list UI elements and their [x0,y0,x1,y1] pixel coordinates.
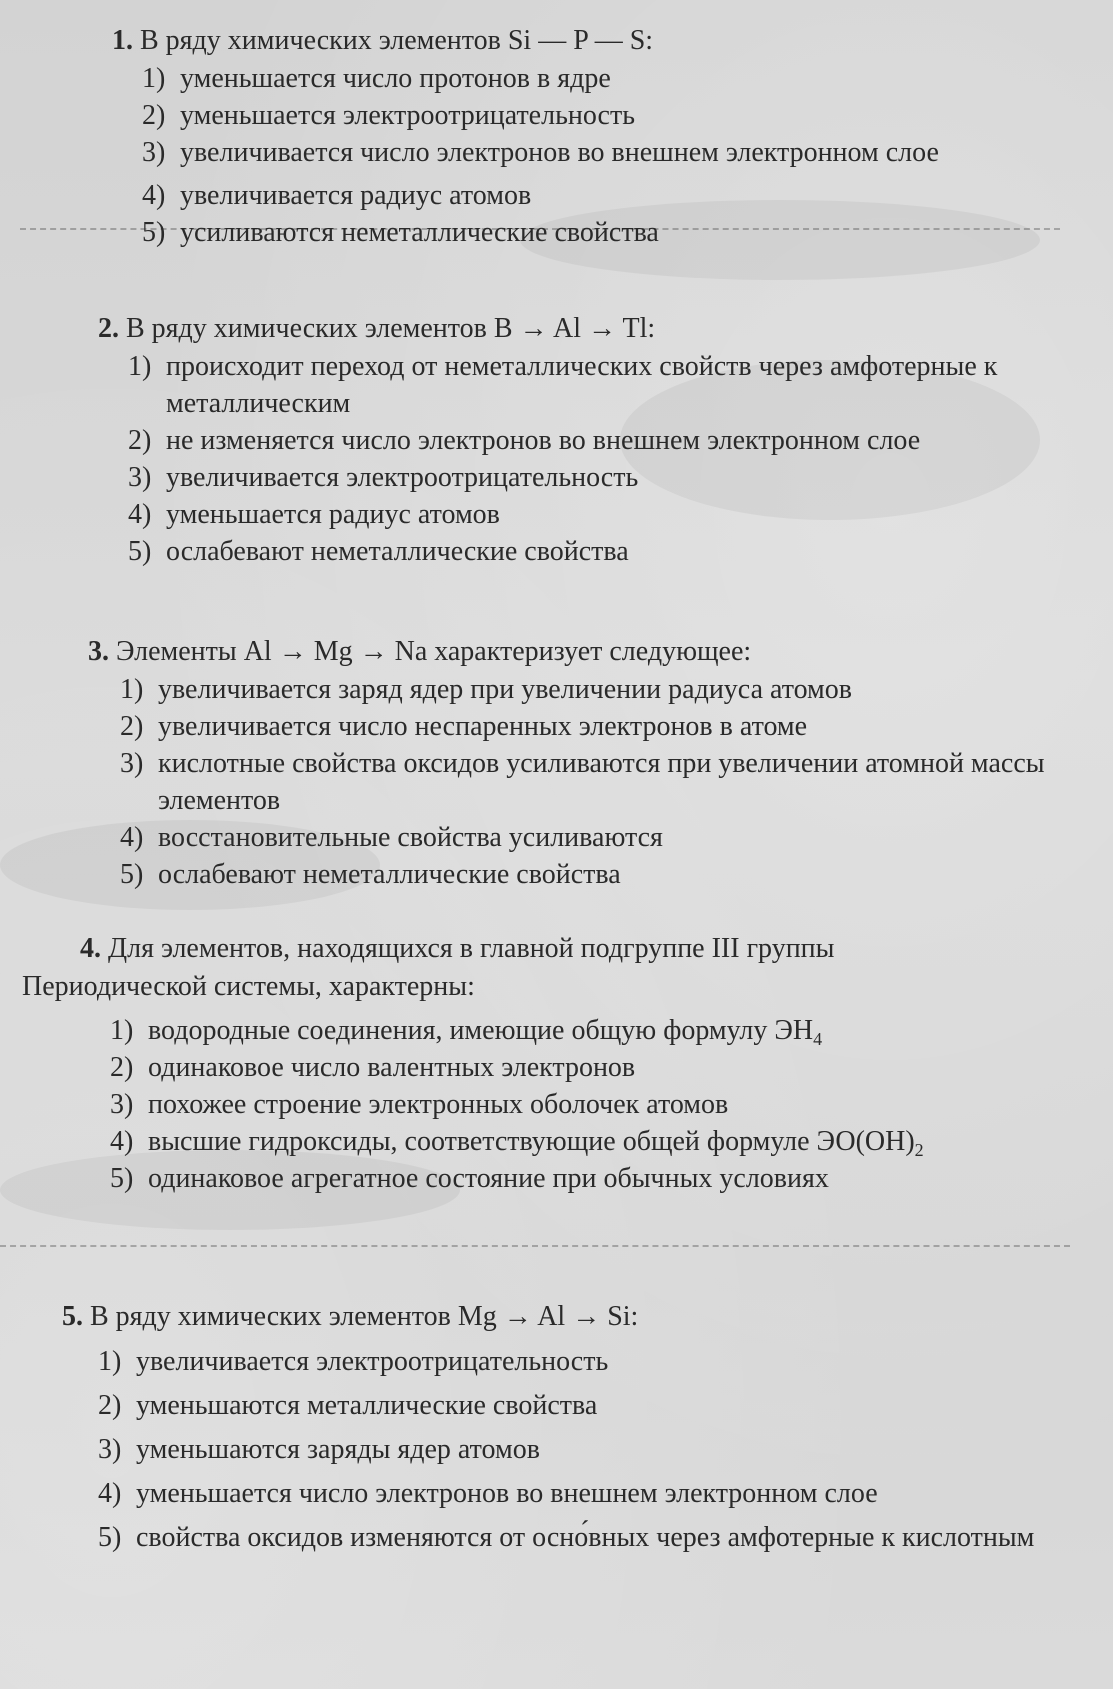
option-number: 2) [142,100,166,131]
option-text: уменьшаются металлические свойства [136,1390,598,1421]
question-text: В ряду химических элементов B → Al → Tl: [126,313,656,344]
question-text: В ряду химических элементов Si — P — S: [140,25,654,56]
option-number: 3) [98,1434,122,1465]
option-5 [128,533,1053,570]
fold-line [0,1245,1070,1247]
option-number: 1) [142,63,166,94]
question-3-stem [88,633,1053,671]
option-text [148,1123,1073,1160]
option-5 [98,1516,1053,1560]
option-text: увеличивается электроотрицательность [166,462,639,493]
question-text: В ряду химических элементов Mg → Al → Si: [90,1301,639,1332]
option-number: 4) [110,1126,134,1157]
option-number: 1) [98,1346,122,1377]
option-2 [120,708,1053,745]
option-1 [128,348,1053,422]
option-number: 4) [142,180,166,211]
subscript: 2 [914,1140,924,1160]
option-4 [128,496,1053,533]
question-4 [22,930,1073,1197]
option-3 [120,745,1053,819]
option-text: уменьшаются заряды ядер атомов [136,1434,540,1465]
options-list [128,348,1053,570]
option-text: происходит переход от неметаллических свойств через амфотерные к металлическим [166,351,998,419]
question-5 [62,1298,1053,1560]
option-1 [120,671,1053,708]
option-text: ослабевают неметаллические свойства [166,536,629,567]
option-text: увеличивается число электронов во внешнем электронном слое [180,137,939,168]
option-number: 1) [110,1015,134,1046]
option-text: уменьшается электроотрицательность [180,100,635,131]
option-1 [98,1340,1053,1384]
option-number: 3) [120,748,144,779]
option-3 [142,134,1053,171]
option-text: не изменяется число электронов во внешнем электронном слое [166,425,921,456]
question-text: Для элементов, находящихся в главной подгруппе III группы [108,933,835,964]
question-5-stem [62,1298,1053,1336]
option-text: увеличивается число неспаренных электронов в атоме [158,711,808,742]
option-2 [110,1049,1073,1086]
option-text: усиливаются неметаллические свойства [180,217,659,248]
option-number: 2) [128,425,152,456]
option-number: 1) [128,351,152,382]
question-text-continued: Периодической системы, характерны: [22,971,475,1002]
option-text: кислотные свойства оксидов усиливаются при увеличении атомной массы элементов [158,748,1045,816]
option-text: восстановительные свойства усиливаются [158,822,663,853]
option-text: свойства оксидов изменяются от осно́вных через амфотерные к кислотным [136,1522,1035,1553]
option-text: уменьшается радиус атомов [166,499,500,530]
option-text-main: высшие гидроксиды, соответствующие общей формуле ЭО(ОН) [148,1126,915,1157]
question-number: 3. [88,636,109,667]
options-list [120,671,1053,893]
option-text [148,1012,1073,1049]
options-list [142,60,1053,251]
option-number: 2) [120,711,144,742]
option-2 [128,422,1053,459]
option-text: уменьшается число электронов во внешнем электронном слое [136,1478,878,1509]
option-text: одинаковое агрегатное состояние при обычных условиях [148,1163,829,1194]
option-1 [142,60,1053,97]
question-1 [112,22,1053,251]
option-text: одинаковое число валентных электронов [148,1052,636,1083]
option-number: 5) [142,217,166,248]
option-number: 5) [110,1163,134,1194]
option-number: 5) [128,536,152,567]
option-text: ослабевают неметаллические свойства [158,859,621,890]
option-text-main: водородные соединения, имеющие общую формулу ЭН [148,1015,814,1046]
option-5 [120,856,1053,893]
option-5 [110,1160,1073,1197]
option-3 [110,1086,1073,1123]
question-1-stem [112,22,1053,60]
option-number: 3) [128,462,152,493]
option-number: 2) [110,1052,134,1083]
option-number: 4) [98,1478,122,1509]
question-3 [88,633,1053,893]
question-number: 1. [112,25,133,56]
question-4-stem [22,930,1073,1006]
option-5 [142,214,1053,251]
question-2 [98,310,1053,570]
option-number: 3) [110,1089,134,1120]
options-list [98,1340,1053,1560]
options-list [110,1012,1073,1197]
option-3 [98,1428,1053,1472]
option-number: 5) [98,1522,122,1553]
option-number: 2) [98,1390,122,1421]
question-number: 2. [98,313,119,344]
question-2-stem [98,310,1053,348]
option-3 [128,459,1053,496]
option-number: 1) [120,674,144,705]
option-number: 5) [120,859,144,890]
option-number: 3) [142,137,166,168]
option-text: уменьшается число протонов в ядре [180,63,611,94]
question-number: 4. [80,933,101,964]
option-number: 4) [120,822,144,853]
option-number: 4) [128,499,152,530]
option-4 [142,177,1053,214]
subscript: 4 [813,1029,823,1049]
option-text: увеличивается заряд ядер при увеличении радиуса атомов [158,674,852,705]
question-text: Элементы Al → Mg → Na характеризует следующее: [116,636,752,667]
question-number: 5. [62,1301,83,1332]
option-4 [110,1123,1073,1160]
option-4 [98,1472,1053,1516]
option-4 [120,819,1053,856]
option-2 [98,1384,1053,1428]
option-2 [142,97,1053,134]
option-text: увеличивается электроотрицательность [136,1346,609,1377]
option-1 [110,1012,1073,1049]
option-text: похожее строение электронных оболочек атомов [148,1089,729,1120]
option-text: увеличивается радиус атомов [180,180,532,211]
